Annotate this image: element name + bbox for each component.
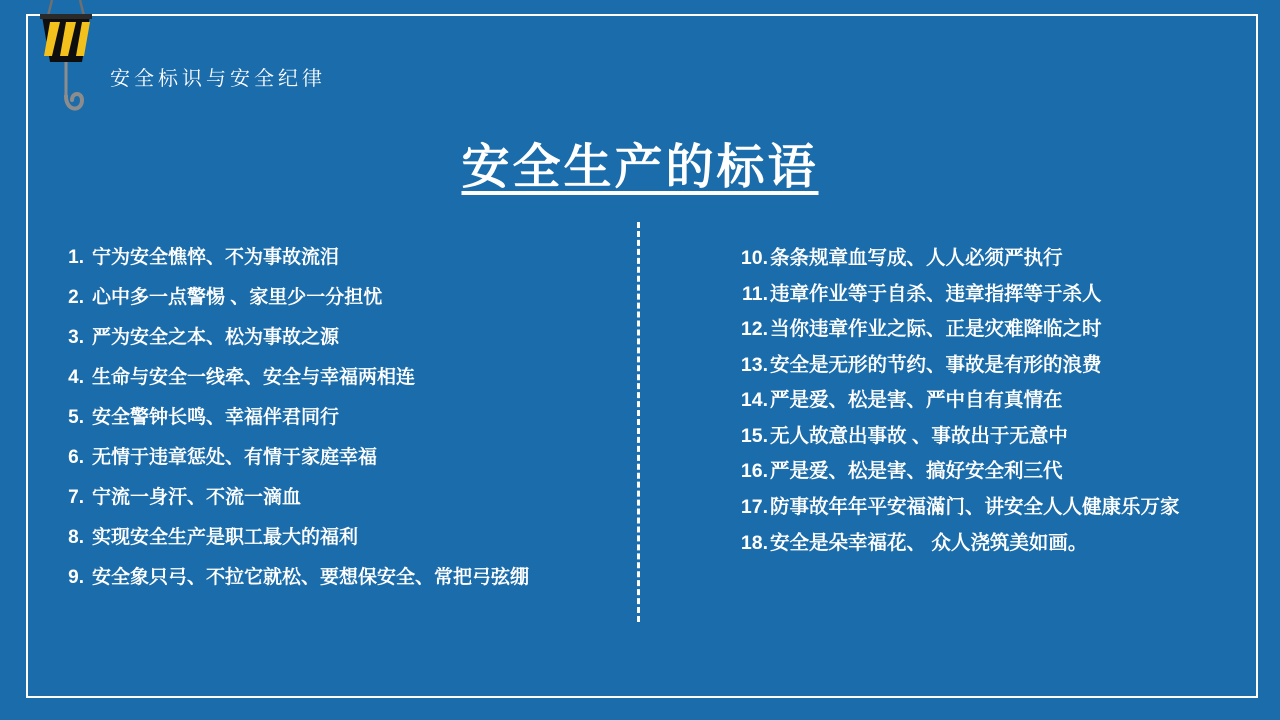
list-item-text: 违章作业等于自杀、违章指挥等于杀人 (770, 282, 1102, 305)
list-item-number: 8. (68, 526, 84, 548)
list-item (62, 566, 602, 590)
list-item (740, 246, 1260, 271)
crane-hook-icon (32, 0, 104, 130)
list-item (740, 424, 1260, 449)
list-item-number: 9. (68, 566, 84, 588)
list-item-text: 安全是无形的节约、事故是有形的浪费 (770, 353, 1102, 376)
list-item-text: 心中多一点警惕 、家里少一分担忧 (92, 286, 383, 308)
list-item (62, 246, 602, 270)
list-item-text: 宁为安全憔悴、不为事故流泪 (92, 247, 340, 268)
list-item-text: 严是爱、松是害、搞好安全利三代 (770, 460, 1063, 483)
list-item (62, 326, 602, 350)
list-item (62, 286, 602, 310)
list-item (740, 531, 1260, 556)
list-item-number: 12. (740, 318, 768, 341)
list-item (740, 459, 1260, 484)
list-item-number: 1. (68, 247, 84, 268)
list-item-number: 7. (68, 486, 84, 508)
list-item (740, 282, 1260, 307)
list-item-text: 生命与安全一线牵、安全与幸福两相连 (92, 366, 416, 388)
list-item (62, 406, 602, 430)
list-item-number: 5. (68, 406, 84, 428)
list-item-number: 17. (740, 495, 768, 518)
list-item-text: 条条规章血写成、人人必须严执行 (770, 247, 1063, 269)
list-item-number: 16. (740, 460, 768, 483)
list-item (62, 486, 602, 510)
list-item (62, 446, 602, 470)
header-label: 安全标识与安全纪律 (110, 68, 326, 90)
page-title: 安全生产的标语 (461, 141, 819, 194)
list-item-number: 2. (68, 286, 84, 308)
list-item (62, 526, 602, 550)
list-item-number: 13. (740, 353, 768, 376)
list-item (740, 353, 1260, 378)
slogan-list-right (740, 246, 1260, 566)
list-item-text: 严是爱、松是害、严中自有真情在 (770, 389, 1063, 412)
slide-header (22, 0, 722, 130)
list-item-number: 15. (740, 424, 768, 447)
list-item-number: 11. (741, 282, 768, 305)
list-item-number: 14. (740, 389, 768, 412)
list-item-text: 严为安全之本、松为事故之源 (92, 326, 340, 348)
list-item-text: 安全象只弓、不拉它就松、要想保安全、常把弓弦绷 (92, 566, 530, 588)
list-item (740, 388, 1260, 413)
list-item (740, 495, 1260, 520)
list-item-text: 无情于违章惩处、有情于家庭幸福 (92, 446, 378, 468)
list-item-text: 宁流一身汗、不流一滴血 (92, 486, 302, 508)
list-item-text: 安全是朵幸福花、 众人浇筑美如画。 (770, 531, 1088, 554)
list-item (740, 317, 1260, 342)
list-item-text: 当你违章作业之际、正是灾难降临之时 (770, 318, 1102, 341)
list-item-number: 10. (740, 247, 768, 269)
slogan-columns (0, 246, 1280, 666)
list-item-number: 3. (68, 326, 84, 348)
list-item-text: 防事故年年平安福滿门、讲安全人人健康乐万家 (770, 495, 1180, 518)
list-item-number: 6. (68, 446, 84, 468)
list-item-number: 18. (740, 531, 768, 554)
list-item-number: 4. (68, 366, 84, 388)
list-item-text: 安全警钟长鸣、幸福伴君同行 (92, 406, 340, 428)
list-item (62, 366, 602, 390)
list-item-text: 实现安全生产是职工最大的福利 (92, 526, 359, 548)
slogan-list-left (62, 246, 602, 605)
list-item-text: 无人故意出事故 、事故出于无意中 (770, 424, 1068, 447)
